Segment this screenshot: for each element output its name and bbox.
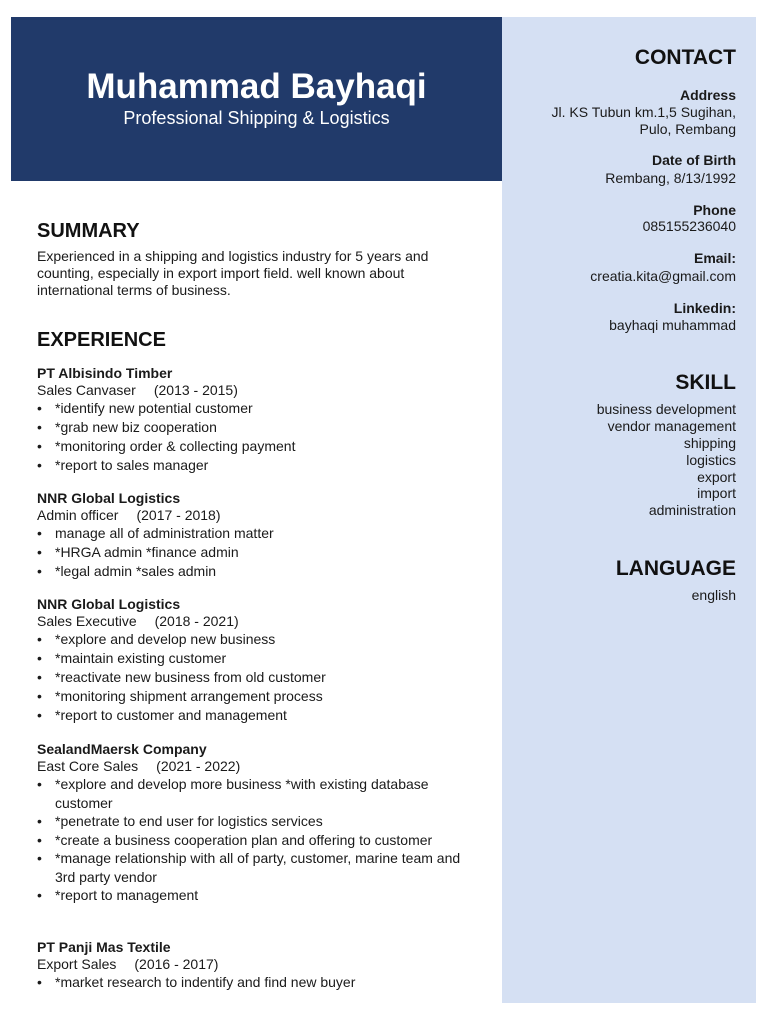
contact-heading: CONTACT	[634, 46, 736, 69]
duty-item: • *identify new potential customer	[37, 399, 477, 418]
duty-item: • *report to sales manager	[37, 456, 477, 475]
summary-heading: SUMMARY	[37, 220, 140, 242]
job-period: (2013 - 2015)	[153, 382, 238, 398]
duty-list	[37, 399, 477, 475]
job-title: Sales Canvaser	[37, 382, 136, 398]
phone-value: 085155236040	[642, 218, 736, 234]
duty-item: • *explore and develop more business *with existing database customer	[37, 775, 477, 812]
dob-value: Rembang, 8/13/1992	[605, 170, 736, 186]
experience-heading: EXPERIENCE	[37, 329, 166, 351]
linkedin-value: bayhaqi muhammad	[609, 317, 736, 333]
company-name: PT Panji Mas Textile	[37, 939, 171, 955]
job-title-line	[37, 613, 477, 630]
header-banner	[11, 17, 502, 181]
job-title: East Core Sales	[37, 758, 139, 774]
job-title: Export Sales	[37, 956, 117, 972]
company-name: NNR Global Logistics	[37, 596, 181, 612]
job-title: Sales Executive	[37, 613, 137, 629]
language-heading: LANGUAGE	[615, 557, 736, 580]
job-title: Admin officer	[37, 507, 119, 523]
job-period: (2021 - 2022)	[156, 758, 241, 774]
address-label: Address	[679, 87, 736, 103]
language-item: english	[691, 587, 736, 603]
candidate-name: Muhammad Bayhaqi	[86, 67, 427, 106]
dob-label: Date of Birth	[652, 152, 736, 168]
duty-item: • *monitoring order & collecting payment	[37, 437, 477, 456]
linkedin-label: Linkedin:	[673, 300, 736, 316]
job-title-line	[37, 758, 477, 775]
skill-item: business development	[596, 401, 736, 417]
job-period: (2018 - 2021)	[154, 613, 239, 629]
email-label: Email:	[693, 250, 736, 266]
sidebar	[502, 17, 756, 1003]
duty-item: • *market research to indentify and find new buyer	[37, 973, 477, 992]
skill-heading: SKILL	[675, 371, 736, 394]
duty-list	[37, 630, 477, 725]
duty-list	[37, 973, 477, 992]
skill-item: vendor management	[607, 418, 736, 434]
duty-item: • *maintain existing customer	[37, 649, 477, 668]
candidate-role: Professional Shipping & Logistics	[123, 108, 390, 128]
phone-label: Phone	[693, 202, 736, 218]
address-line-2: Pulo, Rembang	[639, 121, 736, 137]
company-name: PT Albisindo Timber	[37, 365, 173, 381]
company-name: NNR Global Logistics	[37, 490, 181, 506]
skill-item: shipping	[683, 435, 736, 451]
duty-item: • *manage relationship with all of party, customer, marine team and 3rd party vendor	[37, 849, 477, 886]
skill-item: logistics	[686, 452, 736, 468]
duty-item: • *create a business cooperation plan and offering to customer	[37, 831, 477, 850]
job-entry	[37, 490, 477, 581]
job-title-line	[37, 507, 477, 524]
skill-item: administration	[648, 502, 736, 518]
duty-item: • *legal admin *sales admin	[37, 562, 477, 581]
address-line-1: Jl. KS Tubun km.1,5 Sugihan,	[551, 104, 736, 120]
job-period: (2017 - 2018)	[136, 507, 221, 523]
duty-item: • *HRGA admin *finance admin	[37, 543, 477, 562]
duty-item: • manage all of administration matter	[37, 524, 477, 543]
job-title-line	[37, 956, 477, 973]
duty-list	[37, 775, 477, 905]
duty-item: • *penetrate to end user for logistics services	[37, 812, 477, 831]
job-entry	[37, 365, 477, 475]
skill-item: import	[697, 485, 736, 501]
job-period: (2016 - 2017)	[134, 956, 219, 972]
duty-item: • *report to customer and management	[37, 706, 477, 725]
duty-item: • *grab new biz cooperation	[37, 418, 477, 437]
duty-item: • *monitoring shipment arrangement process	[37, 687, 477, 706]
duty-item: • *explore and develop new business	[37, 630, 477, 649]
job-entry	[37, 596, 477, 725]
email-value: creatia.kita@gmail.com	[590, 268, 736, 284]
skill-item: export	[697, 469, 736, 485]
job-entry	[37, 741, 477, 905]
duty-list	[37, 524, 477, 581]
summary-text: Experienced in a shipping and logistics industry for 5 years and counting, especially in export import field. well known about international terms of business.	[37, 248, 429, 298]
duty-item: • *report to management	[37, 886, 477, 905]
duty-item: • *reactivate new business from old customer	[37, 668, 477, 687]
job-entry	[37, 939, 477, 992]
job-title-line	[37, 382, 477, 399]
company-name: SealandMaersk Company	[37, 741, 207, 757]
